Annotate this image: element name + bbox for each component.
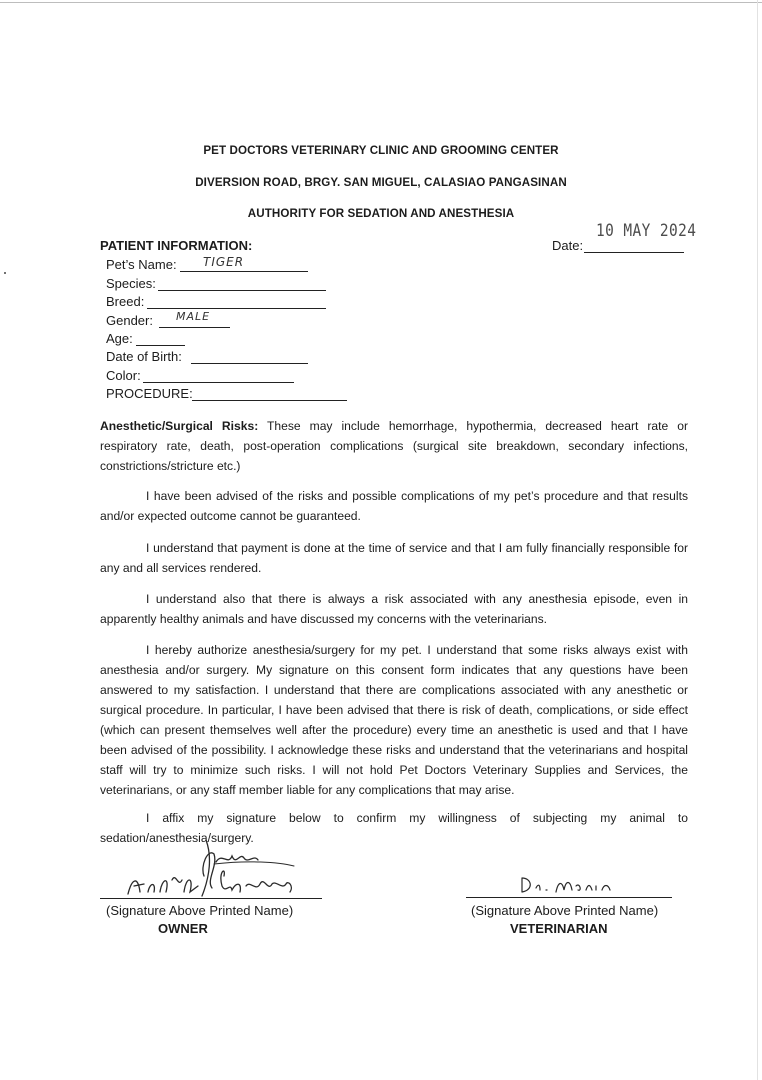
veterinarian-signature [516, 874, 616, 896]
form-title: AUTHORITY FOR SEDATION AND ANESTHESIA [247, 207, 515, 220]
risks-label: Anesthetic/Surgical Risks: [100, 419, 259, 433]
paragraph-risks-advised: I have been advised of the risks and possible complications of my pet’s procedure and that results and/or expected outcome cannot be guaranteed. [100, 489, 688, 523]
field-gender-value: MALE [176, 310, 211, 323]
veterinarian-signature-caption: (Signature Above Printed Name) [471, 903, 659, 918]
field-pets-name-value: TIGER [203, 255, 245, 269]
field-color-line [143, 382, 294, 383]
scan-right-edge [757, 0, 758, 1080]
field-procedure-line [192, 400, 347, 401]
field-breed-line [147, 308, 326, 309]
owner-signature-line [100, 898, 322, 899]
field-species-line [158, 290, 326, 291]
date-line [584, 252, 684, 253]
owner-signature [118, 836, 318, 902]
field-breed-label: Breed: [106, 294, 145, 309]
field-species-label: Species: [106, 276, 156, 291]
field-age-label: Age: [106, 331, 133, 346]
patient-info-heading: PATIENT INFORMATION: [100, 238, 253, 253]
paragraph-affix-signature: I affix my signature below to confirm my willingness of subjecting my animal to sedation/anesthesia/surgery. [100, 811, 688, 845]
paragraph-payment: I understand that payment is done at the time of service and that I am fully financially responsible for any and all services rendered. [100, 541, 688, 575]
field-pets-name-line [180, 271, 308, 272]
scan-top-edge [0, 2, 762, 3]
field-gender-line [159, 327, 230, 328]
veterinarian-signature-line [466, 897, 672, 898]
field-age-line [136, 345, 185, 346]
paragraph-authorization: I hereby authorize anesthesia/surgery for my pet. I understand that some risks always exist with anesthesia and/or surgery. My signature on this consent form indicates that any questions have been answered to my satisfaction. I understand that there are complications associated with any anesthetic or surgical procedure. In particular, I have been advised that there is risk of death, complications, or side effect (which can present themselves well after the procedure) every time an anesthetic is used and that I have been advised of the possibility. I acknowledge these risks and understand that the veterinarians and hospital staff will try to minimize such risks. I will not hold Pet Doctors Veterinary Supplies and Services, the veterinarians, or any staff member liable for any complications that may arise. [100, 643, 688, 797]
clinic-address: DIVERSION ROAD, BRGY. SAN MIGUEL, CALASIAO PANGASINAN [195, 176, 567, 189]
scan-speck [4, 272, 6, 274]
field-procedure-label: PROCEDURE: [106, 386, 193, 401]
clinic-name: PET DOCTORS VETERINARY CLINIC AND GROOMING CENTER [203, 144, 559, 157]
date-stamp: 10 MAY 2024 [596, 221, 697, 241]
field-dob-line [191, 363, 308, 364]
owner-role-label: OWNER [158, 921, 208, 936]
owner-signature-caption: (Signature Above Printed Name) [106, 903, 294, 918]
field-color-label: Color: [106, 368, 141, 383]
veterinarian-role-label: VETERINARIAN [510, 921, 608, 936]
field-pets-name-label: Pet’s Name: [106, 257, 177, 272]
paragraph-anesthesia-risk: I understand also that there is always a risk associated with any anesthesia episode, even in apparently healthy animals and have discussed my concerns with the veterinarians. [100, 592, 688, 626]
risks-paragraph [100, 416, 688, 476]
field-dob-label: Date of Birth: [106, 349, 182, 364]
field-gender-label: Gender: [106, 313, 153, 328]
date-label: Date: [552, 238, 584, 253]
risks-text: These may include hemorrhage, hypothermia, decreased heart rate or respiratory rate, death, post-operation complications (surgical site breakdown, secondary infections, constrictions/stricture etc.) [100, 419, 688, 473]
